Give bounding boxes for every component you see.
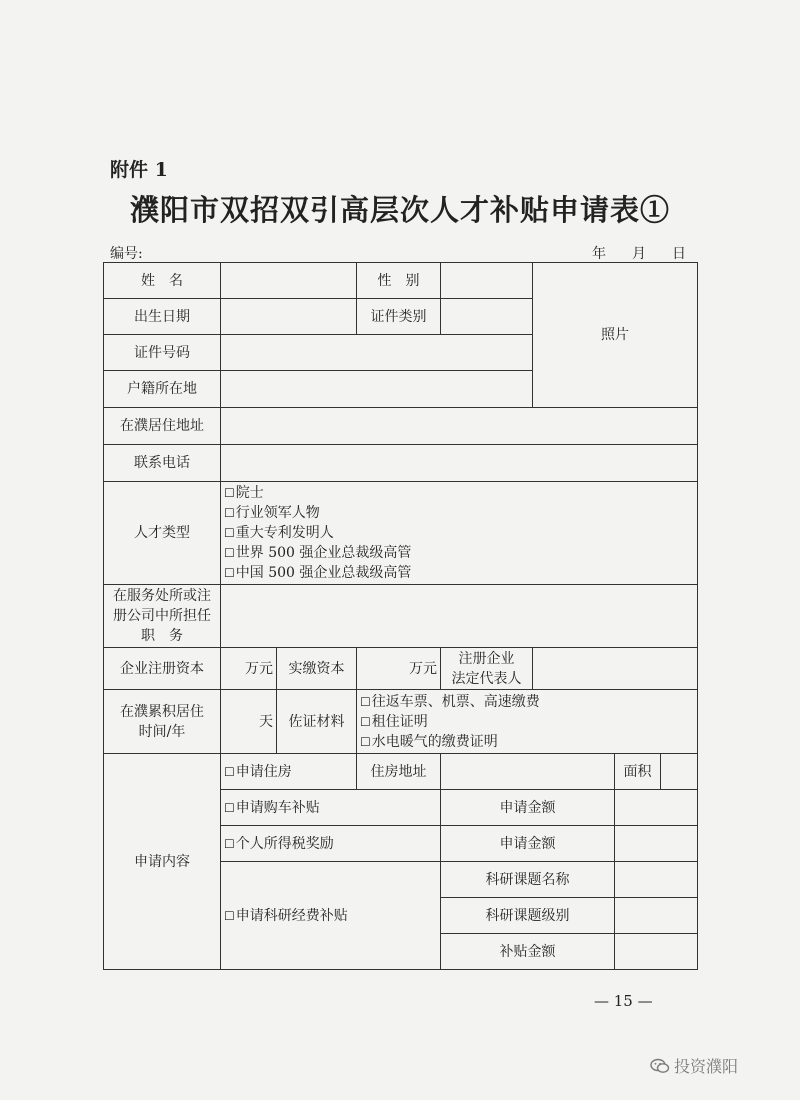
- gender-field[interactable]: [441, 263, 533, 299]
- paid-capital-label: 实缴资本: [277, 648, 357, 690]
- research-level-label: 科研课题级别: [441, 898, 615, 934]
- area-field[interactable]: [661, 754, 698, 790]
- talent-option[interactable]: ☐重大专利发明人: [224, 525, 334, 541]
- tax-amount-label: 申请金额: [441, 826, 615, 862]
- name-field[interactable]: [221, 263, 357, 299]
- id-type-field[interactable]: [441, 299, 533, 335]
- apply-car-option[interactable]: ☐申请购车补贴: [221, 790, 441, 826]
- birth-date-label: 出生日期: [104, 299, 221, 335]
- subsidy-amount-field[interactable]: [615, 934, 698, 970]
- watermark: 投资濮阳: [650, 1054, 738, 1078]
- page-number: — 15 —: [594, 992, 653, 1010]
- attachment-label: 附件 1: [110, 159, 168, 181]
- talent-type-options: [221, 482, 698, 585]
- household-field[interactable]: [221, 371, 533, 408]
- residence-proof-options: [357, 690, 698, 754]
- id-type-label: 证件类别: [357, 299, 441, 335]
- position-label: 在服务处所或注 册公司中所担任 职 务: [104, 585, 221, 648]
- checkbox-icon[interactable]: ☐: [224, 486, 235, 500]
- registered-capital-label: 企业注册资本: [104, 648, 221, 690]
- car-amount-field[interactable]: [615, 790, 698, 826]
- research-name-label: 科研课题名称: [441, 862, 615, 898]
- household-label: 户籍所在地: [104, 371, 221, 408]
- legal-representative-label: 注册企业 法定代表人: [441, 648, 533, 690]
- checkbox-icon[interactable]: ☐: [224, 908, 235, 923]
- checkbox-icon[interactable]: ☐: [224, 506, 235, 520]
- proof-option[interactable]: ☐往返车票、机票、高速缴费: [360, 693, 540, 710]
- checkbox-icon[interactable]: ☐: [224, 546, 235, 560]
- id-number-label: 证件号码: [104, 335, 221, 371]
- date-line: [592, 243, 686, 263]
- checkbox-icon[interactable]: ☐: [224, 764, 235, 779]
- housing-address-label: 住房地址: [357, 754, 441, 790]
- checkbox-icon[interactable]: ☐: [224, 836, 235, 851]
- name-label: 姓 名: [104, 263, 221, 299]
- housing-address-field[interactable]: [441, 754, 615, 790]
- checkbox-icon[interactable]: ☐: [360, 734, 371, 749]
- tax-amount-field[interactable]: [615, 826, 698, 862]
- research-name-field[interactable]: [615, 862, 698, 898]
- checkbox-icon[interactable]: ☐: [224, 800, 235, 815]
- checkbox-icon[interactable]: ☐: [224, 526, 235, 540]
- date-month-label: 月: [632, 246, 646, 262]
- area-label: 面积: [615, 754, 661, 790]
- date-year-label: 年: [592, 246, 606, 262]
- residence-time-label: 在濮累积居住 时间/年: [104, 690, 221, 754]
- checkbox-icon[interactable]: ☐: [224, 566, 235, 580]
- checkbox-icon[interactable]: ☐: [360, 694, 371, 709]
- legal-representative-field[interactable]: [533, 648, 698, 690]
- gender-label: 性 别: [357, 263, 441, 299]
- apply-content-label: 申请内容: [104, 754, 221, 970]
- checkbox-icon[interactable]: ☐: [360, 714, 371, 729]
- photo-box[interactable]: 照片: [533, 263, 698, 408]
- birth-date-field[interactable]: [221, 299, 357, 335]
- apply-research-option[interactable]: ☐申请科研经费补贴: [221, 862, 441, 970]
- form-title: 濮阳市双招双引高层次人才补贴申请表①: [129, 193, 670, 227]
- date-day-label: 日: [672, 246, 686, 262]
- residence-time-unit[interactable]: 天: [221, 690, 277, 754]
- application-form-table: [103, 262, 698, 970]
- talent-option[interactable]: ☐院士: [224, 485, 264, 501]
- talent-option[interactable]: ☐世界 500 强企业总裁级高管: [224, 545, 412, 561]
- position-field[interactable]: [221, 585, 698, 648]
- registered-capital-unit[interactable]: 万元: [221, 648, 277, 690]
- research-level-field[interactable]: [615, 898, 698, 934]
- proof-option[interactable]: ☐水电暖气的缴费证明: [360, 733, 498, 750]
- talent-option[interactable]: ☐中国 500 强企业总裁级高管: [224, 565, 412, 581]
- subsidy-amount-label: 补贴金额: [441, 934, 615, 970]
- paid-capital-unit[interactable]: 万元: [357, 648, 441, 690]
- car-amount-label: 申请金额: [441, 790, 615, 826]
- proof-option[interactable]: ☐租住证明: [360, 713, 428, 730]
- id-number-field[interactable]: [221, 335, 533, 371]
- apply-housing-option[interactable]: ☐申请住房: [221, 754, 357, 790]
- phone-field[interactable]: [221, 445, 698, 482]
- talent-option[interactable]: ☐行业领军人物: [224, 505, 320, 521]
- apply-tax-option[interactable]: ☐个人所得税奖励: [221, 826, 441, 862]
- residence-address-field[interactable]: [221, 408, 698, 445]
- phone-label: 联系电话: [104, 445, 221, 482]
- serial-number-label: 编号:: [110, 246, 143, 262]
- residence-address-label: 在濮居住地址: [104, 408, 221, 445]
- residence-proof-label: 佐证材料: [277, 690, 357, 754]
- talent-type-label: 人才类型: [104, 482, 221, 585]
- wechat-logo-icon: [650, 1058, 670, 1078]
